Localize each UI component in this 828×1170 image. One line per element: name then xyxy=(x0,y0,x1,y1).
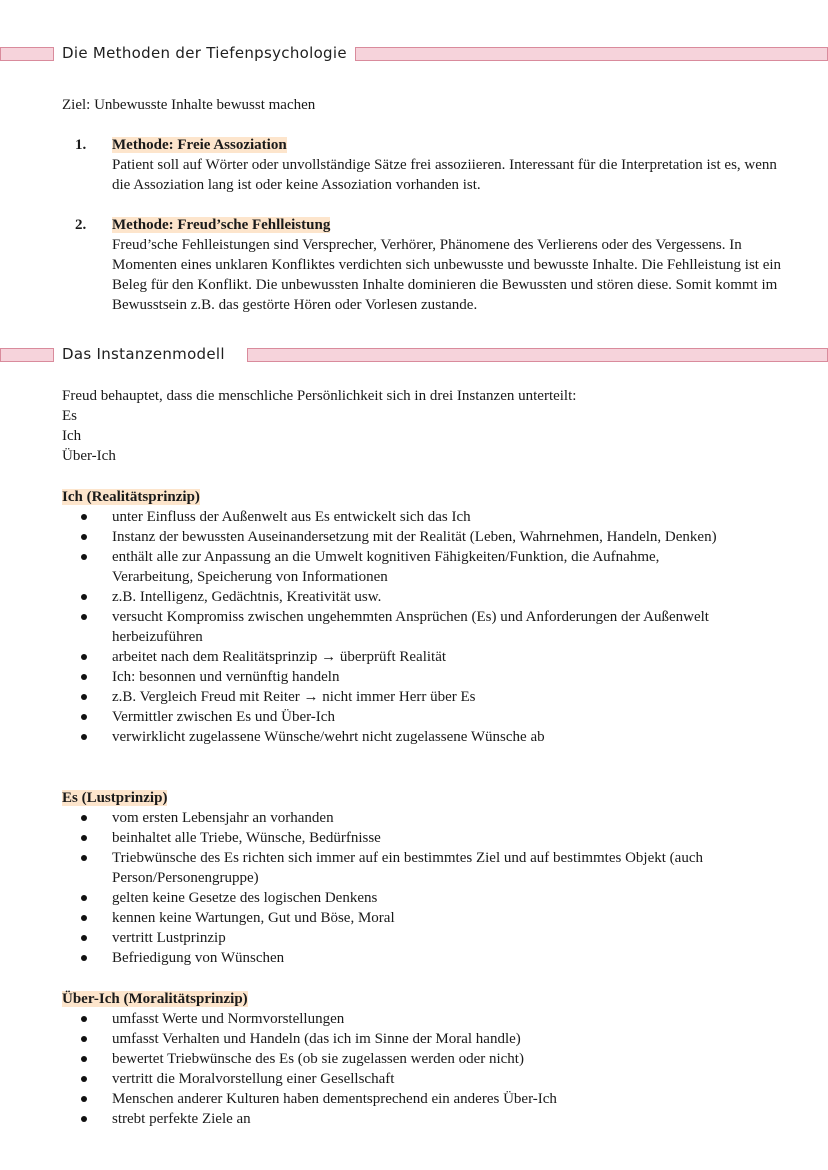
list-item: vertritt Lustprinzip xyxy=(62,928,742,948)
list-item: verwirklicht zugelassene Wünsche/wehrt nicht zugelassene Wünsche ab xyxy=(62,727,742,747)
bullet-list-ueber-ich xyxy=(62,1009,742,1129)
list-item: umfasst Werte und Normvorstellungen xyxy=(62,1009,742,1029)
list-item: kennen keine Wartungen, Gut und Böse, Moral xyxy=(62,908,742,928)
method-text: Freud’sche Fehlleistungen sind Versprecher, Verhörer, Phänomene des Verlierens oder des Vergessens. In Momenten eines unklaren Konfliktes verdichten sich unbewusste und bewusste Inhalte. Die Fehlleistung ist ein Beleg für den Konflikt. Die unbewussten Inhalte dominieren die Bewussten und stören diese. Somit kommt im Bewusstsein z.B. das gestörte Hören oder Vorlesen zustande. xyxy=(112,237,782,313)
section-title-text: Ich (Realitätsprinzip) xyxy=(62,489,200,505)
section-title-ueber-ich xyxy=(62,989,782,1009)
list-item: z.B. Intelligenz, Gedächtnis, Kreativität usw. xyxy=(62,587,742,607)
list-item: gelten keine Gesetze des logischen Denkens xyxy=(62,888,742,908)
list-item: Menschen anderer Kulturen haben dementsprechend ein anderes Über-Ich xyxy=(62,1089,742,1109)
bullet-list-ich xyxy=(62,507,742,747)
list-item: enthält alle zur Anpassung an die Umwelt kognitiven Fähigkeiten/Funktion, die Aufnahme, Verarbeitung, Speicherung von Informationen xyxy=(62,547,742,587)
header-title: Die Methoden der Tiefenpsychologie xyxy=(62,44,347,62)
header-bar-left xyxy=(0,47,54,61)
method-item xyxy=(112,215,792,315)
list-item: versucht Kompromiss zwischen ungehemmten Ansprüchen (Es) und Anforderungen der Außenwelt herbeizuführen xyxy=(62,607,742,647)
section-header-instanzenmodell xyxy=(0,342,828,368)
intro-item-ueber-ich: Über-Ich xyxy=(62,448,116,464)
section-title-es xyxy=(62,788,782,808)
header-bar-right xyxy=(247,348,828,362)
header-bar-left xyxy=(0,348,54,362)
list-item: vom ersten Lebensjahr an vorhanden xyxy=(62,808,742,828)
list-item: arbeitet nach dem Realitätsprinzip → überprüft Realität xyxy=(62,647,742,667)
intro-item-ich: Ich xyxy=(62,428,82,444)
goal-text: Ziel: Unbewusste Inhalte bewusst machen xyxy=(62,97,316,113)
intro-text: Freud behauptet, dass die menschliche Persönlichkeit sich in drei Instanzen unterteilt: xyxy=(62,388,577,404)
method-title: Methode: Freie Assoziation xyxy=(112,137,287,153)
intro-item-es: Es xyxy=(62,408,77,424)
list-item: umfasst Verhalten und Handeln (das ich im Sinne der Moral handle) xyxy=(62,1029,742,1049)
list-item: Instanz der bewussten Auseinandersetzung mit der Realität (Leben, Wahrnehmen, Handeln, Denken) xyxy=(62,527,742,547)
list-item: vertritt die Moralvorstellung einer Gesellschaft xyxy=(62,1069,742,1089)
method-item xyxy=(112,135,792,195)
method-number: 1. xyxy=(75,137,87,153)
method-title: Methode: Freud’sche Fehlleistung xyxy=(112,217,331,233)
section-header-methoden xyxy=(0,41,828,67)
section-title-ich xyxy=(62,487,782,507)
list-item: Befriedigung von Wünschen xyxy=(62,948,742,968)
header-bar-right xyxy=(355,47,828,61)
method-text: Patient soll auf Wörter oder unvollständige Sätze frei assoziieren. Interessant für die Interpretation ist es, wenn die Assoziation lang ist oder keine Assoziation vorhanden ist. xyxy=(112,157,777,193)
section-title-text: Über-Ich (Moralitätsprinzip) xyxy=(62,991,248,1007)
header-title: Das Instanzenmodell xyxy=(62,345,225,363)
method-number: 2. xyxy=(75,217,87,233)
list-item: Vermittler zwischen Es und Über-Ich xyxy=(62,707,742,727)
list-item: Triebwünsche des Es richten sich immer auf ein bestimmtes Ziel und auf bestimmtes Objekt (auch Person/Personengruppe) xyxy=(62,848,742,888)
list-item: Ich: besonnen und vernünftig handeln xyxy=(62,667,742,687)
list-item: bewertet Triebwünsche des Es (ob sie zugelassen werden oder nicht) xyxy=(62,1049,742,1069)
list-item: strebt perfekte Ziele an xyxy=(62,1109,742,1129)
list-item: beinhaltet alle Triebe, Wünsche, Bedürfnisse xyxy=(62,828,742,848)
section-title-text: Es (Lustprinzip) xyxy=(62,790,168,806)
list-item: unter Einfluss der Außenwelt aus Es entwickelt sich das Ich xyxy=(62,507,742,527)
bullet-list-es xyxy=(62,808,742,968)
list-item: z.B. Vergleich Freud mit Reiter → nicht immer Herr über Es xyxy=(62,687,742,707)
intro-block xyxy=(62,386,782,466)
